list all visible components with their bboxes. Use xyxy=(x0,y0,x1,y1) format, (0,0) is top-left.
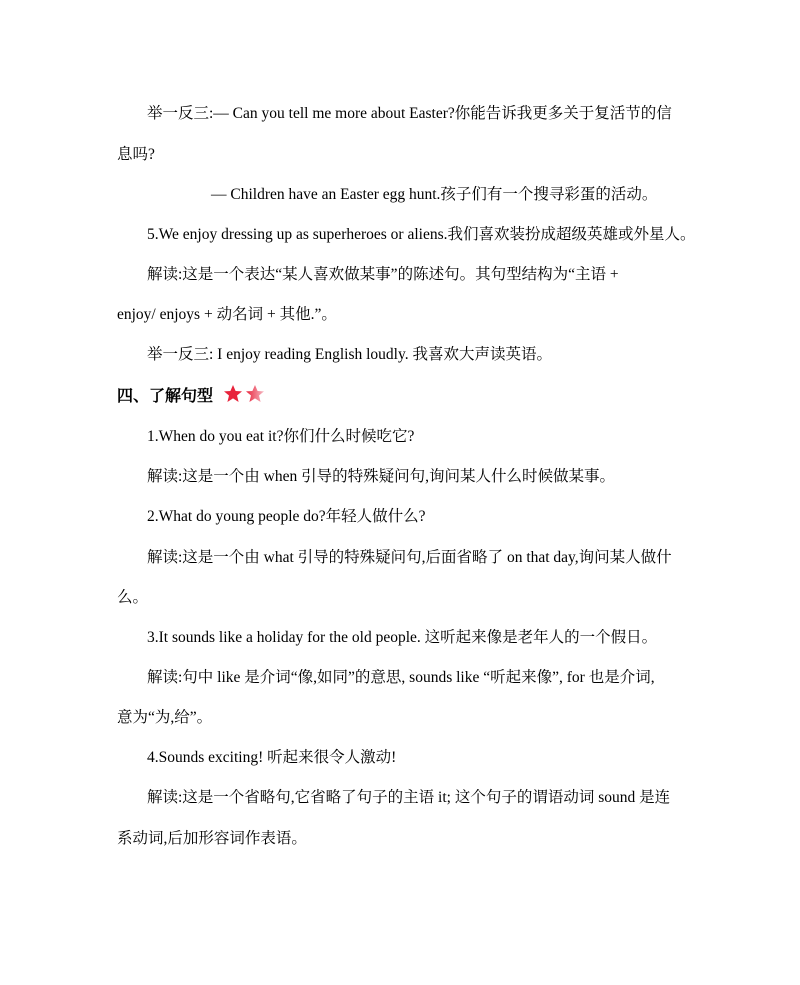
text-line: enjoy/ enjoys + 动名词 + 其他.”。 xyxy=(117,306,337,323)
text-line: 2.What do young people do?年轻人做什么? xyxy=(147,508,426,525)
text-line: 解读:这是一个表达“某人喜欢做某事”的陈述句。其句型结构为“主语 + xyxy=(147,266,619,283)
rating-stars xyxy=(223,384,267,404)
text-line: 意为“为,给”。 xyxy=(117,709,213,726)
text-line: 系动词,后加形容词作表语。 xyxy=(117,830,307,847)
text-line: 么。 xyxy=(117,589,149,606)
star-icon-half xyxy=(246,385,264,402)
text-line: 举一反三: I enjoy reading English loudly. 我喜欢大声读英语。 xyxy=(147,346,552,363)
text-line: 1.When do you eat it?你们什么时候吃它? xyxy=(147,428,415,445)
text-line: 解读:这是一个由 when 引导的特殊疑问句,询问某人什么时候做某事。 xyxy=(147,468,616,485)
section-heading: 四、了解句型 xyxy=(117,386,214,405)
text-line: 解读:这是一个省略句,它省略了句子的主语 it; 这个句子的谓语动词 sound 是连 xyxy=(147,789,671,806)
text-line: 4.Sounds exciting! 听起来很令人激动! xyxy=(147,749,397,766)
star-icon-full xyxy=(224,385,242,402)
text-line: 5.We enjoy dressing up as superheroes or aliens.我们喜欢装扮成超级英雄或外星人。 xyxy=(147,226,696,243)
text-line: — Children have an Easter egg hunt.孩子们有一个搜寻彩蛋的活动。 xyxy=(211,186,658,203)
text-line: 解读:这是一个由 what 引导的特殊疑问句,后面省略了 on that day,询问某人做什 xyxy=(147,549,672,566)
text-line: 举一反三:— Can you tell me more about Easter?你能告诉我更多关于复活节的信 xyxy=(147,105,672,122)
text-line: 3.It sounds like a holiday for the old people. 这听起来像是老年人的一个假日。 xyxy=(147,629,658,646)
text-line: 解读:句中 like 是介词“像,如同”的意思, sounds like “听起来像”, for 也是介词, xyxy=(147,669,655,686)
text-line: 息吗? xyxy=(117,146,155,163)
